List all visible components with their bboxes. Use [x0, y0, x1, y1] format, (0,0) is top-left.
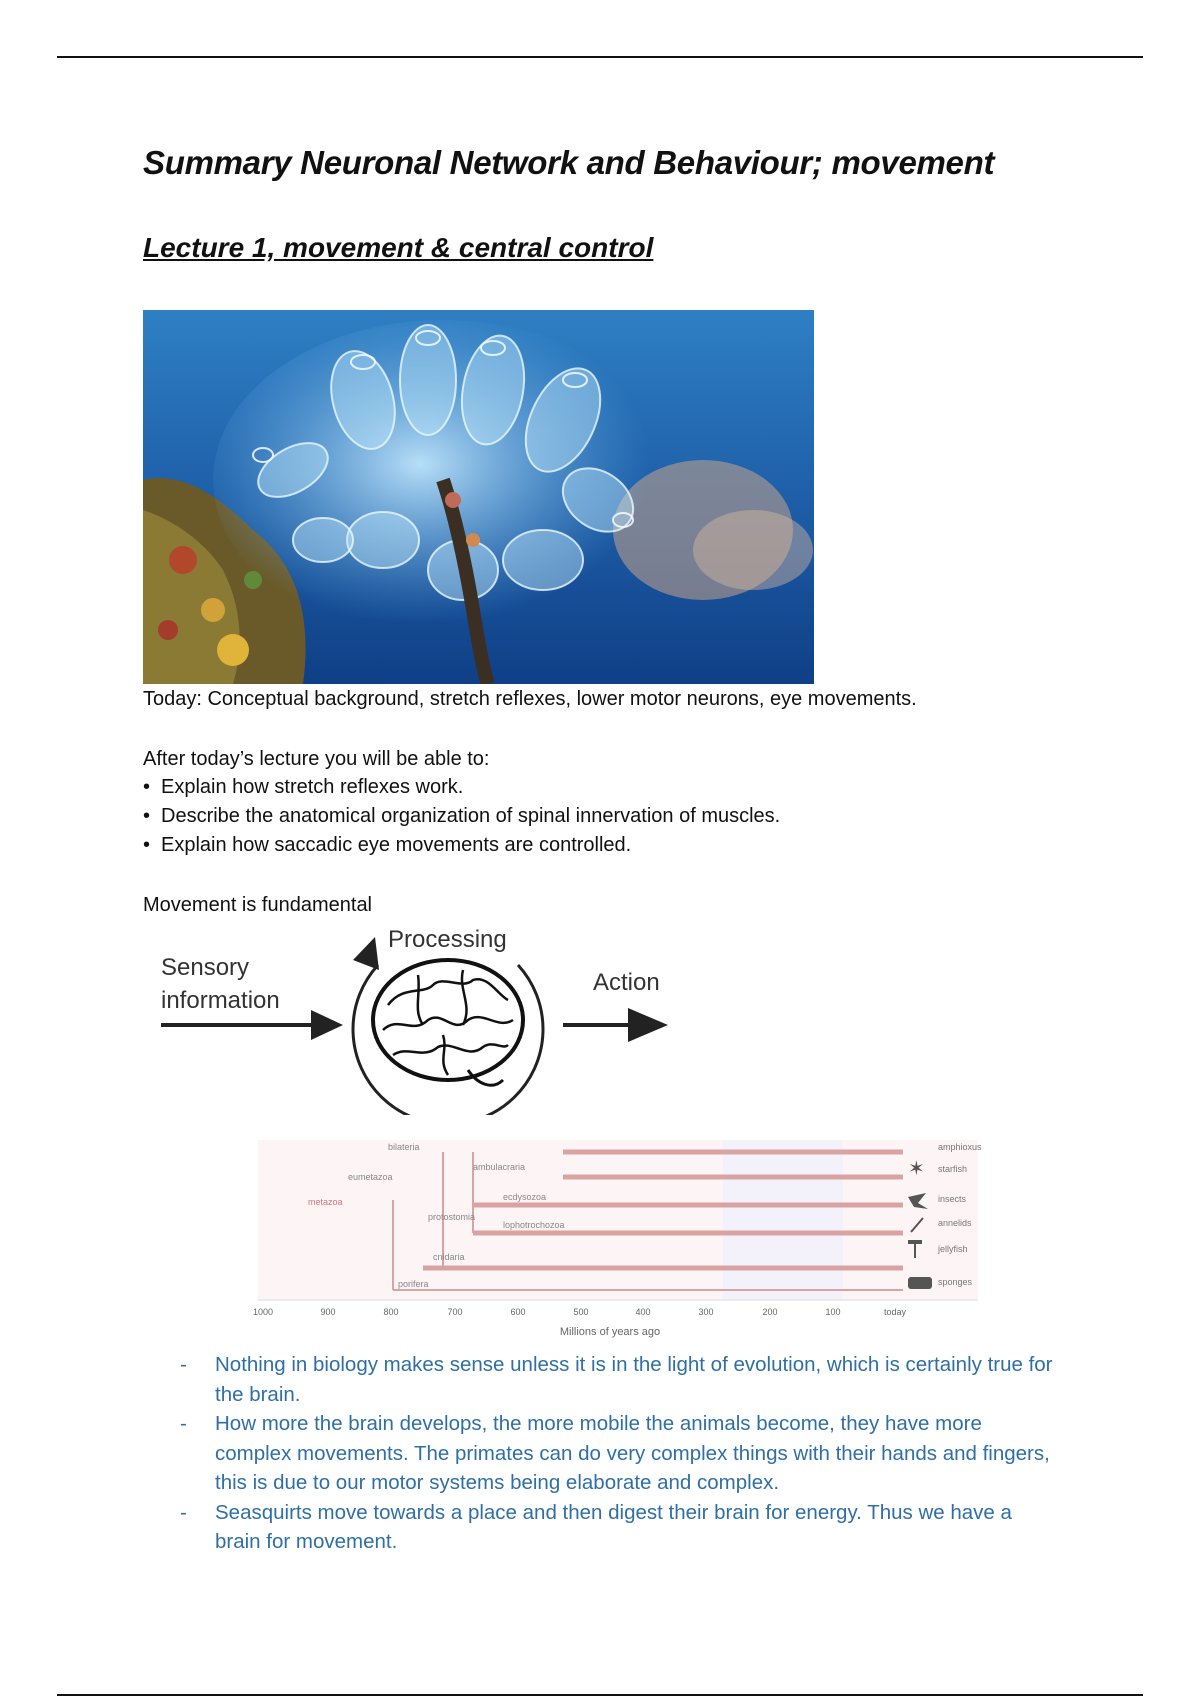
taxon-label: annelids [938, 1218, 972, 1228]
lecture-notes-list [180, 1350, 1060, 1557]
clade-label: lophotrochozoa [503, 1220, 565, 1230]
axis-tick: 900 [320, 1307, 336, 1317]
information-label: information [161, 987, 280, 1014]
axis-label: Millions of years ago [559, 1326, 661, 1338]
axis-tick: 600 [510, 1307, 526, 1317]
brain-icon [373, 960, 523, 1085]
taxon-label: amphioxus [938, 1142, 982, 1152]
objective-item: • Explain how stretch reflexes work. [143, 773, 780, 802]
clade-label: cnidaria [433, 1252, 465, 1262]
axis-tick: 300 [698, 1307, 714, 1317]
movement-heading: Movement is fundamental [143, 894, 373, 916]
axis-tick: 800 [383, 1307, 399, 1317]
processing-label: Processing [388, 926, 507, 953]
axis-tick: today [883, 1307, 907, 1317]
clade-label: protostomia [428, 1212, 476, 1222]
taxon-label: starfish [938, 1164, 968, 1174]
today-summary: Today: Conceptual background, stretch reflexes, lower motor neurons, eye movements. [143, 688, 917, 710]
sensory-label: Sensory [161, 954, 250, 981]
axis-tick: 100 [825, 1307, 841, 1317]
note-item: - How more the brain develops, the more mobile the animals become, they have more complex movements. The primates can do very complex things with their hands and fingers, this is due to our motor systems being elaborate and complex. [180, 1409, 1060, 1498]
sea-squirt-photo [143, 310, 814, 684]
top-rule [57, 56, 1143, 58]
sponge-icon [908, 1277, 932, 1289]
axis-tick: 500 [573, 1307, 589, 1317]
objective-item: • Describe the anatomical organization of spinal innervation of muscles. [143, 802, 780, 831]
clade-label: bilateria [388, 1142, 420, 1152]
document-title: Summary Neuronal Network and Behaviour; movement [143, 144, 995, 181]
note-item: - Nothing in biology makes sense unless it is in the light of evolution, which is certainly true for the brain. [180, 1350, 1060, 1409]
objective-item: • Explain how saccadic eye movements are controlled. [143, 831, 780, 860]
objectives-intro: After today’s lecture you will be able to: [143, 748, 490, 770]
clade-label: porifera [398, 1279, 429, 1289]
evolution-tree-figure [143, 1140, 1063, 1340]
clade-label: ecdysozoa [503, 1192, 547, 1202]
action-label: Action [593, 969, 660, 996]
clade-label: eumetazoa [348, 1172, 393, 1182]
lecture-heading: Lecture 1, movement & central control [143, 232, 654, 263]
objectives-list [143, 773, 780, 860]
clade-label: metazoa [308, 1197, 343, 1207]
taxon-label: jellyfish [938, 1244, 968, 1254]
bottom-rule [57, 1694, 1143, 1696]
axis-tick: 1000 [252, 1307, 274, 1317]
taxon-label: insects [938, 1194, 967, 1204]
taxon-label: sponges [938, 1277, 973, 1287]
axis-tick: 400 [635, 1307, 651, 1317]
note-item: - Seasquirts move towards a place and then digest their brain for energy. Thus we have a brain for movement. [180, 1498, 1060, 1557]
axis-tick: 700 [447, 1307, 463, 1317]
clade-label: ambulacraria [473, 1162, 526, 1172]
starfish-icon: ✶ [908, 1156, 925, 1180]
sensory-processing-action-diagram [143, 915, 673, 1115]
axis-tick: 200 [762, 1307, 778, 1317]
